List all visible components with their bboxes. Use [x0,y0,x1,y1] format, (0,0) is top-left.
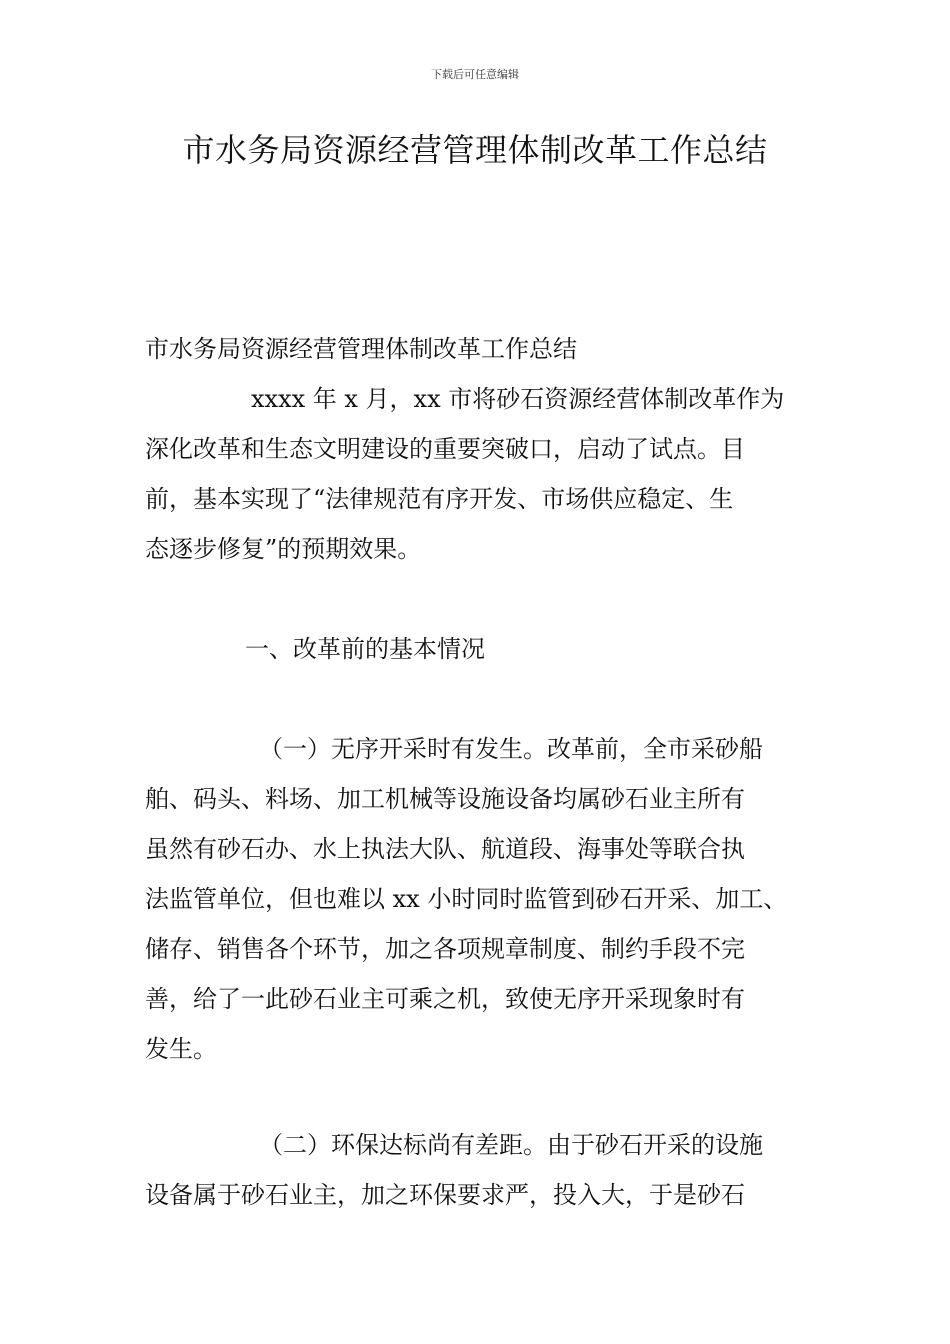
paragraph-line: 储存、销售各个环节，加之各项规章制度、制约手段不完 [145,935,745,963]
paragraph-line: 深化改革和生态文明建设的重要突破口，启动了试点。目 [145,435,745,463]
intro-paragraph [145,374,825,574]
subsection-2-paragraph [145,1120,825,1220]
paragraph-line: xxxx 年 x 月，xx 市将砂石资源经营体制改革作为 [251,385,785,413]
paragraph-line: 法监管单位，但也难以 xx 小时同时监管到砂石开采、加工、 [145,885,788,913]
subtitle-line: 市水务局资源经营管理体制改革工作总结 [145,335,577,363]
paragraph-line: 舶、码头、料场、加工机械等设施设备均属砂石业主所有 [145,785,745,813]
paragraph-line: 善，给了一此砂石业主可乘之机，致使无序开采现象时有 [145,985,745,1013]
paragraph-line: 态逐步修复”的预期效果。 [145,535,422,563]
paragraph-line: （二）环保达标尚有差距。由于砂石开采的设施 [259,1131,763,1159]
section-heading [145,624,825,674]
paragraph-line: （一）无序开采时有发生。改革前，全市采砂船 [259,735,763,763]
paragraph-line: 发生。 [145,1035,217,1063]
paragraph-line: 设备属于砂石业主，加之环保要求严，投入大，于是砂石 [145,1181,745,1209]
document-subtitle [145,324,825,374]
document-title: 市水务局资源经营管理体制改革工作总结 [182,131,768,169]
header-note: 下载后可任意编辑 [431,68,519,81]
paragraph-line: 前，基本实现了“法律规范有序开发、市场供应稳定、生 [145,485,734,513]
subsection-1-paragraph [145,724,825,1074]
section-heading-text: 一、改革前的基本情况 [245,635,485,663]
paragraph-line: 虽然有砂石办、水上执法大队、航道段、海事处等联合执 [145,835,745,863]
